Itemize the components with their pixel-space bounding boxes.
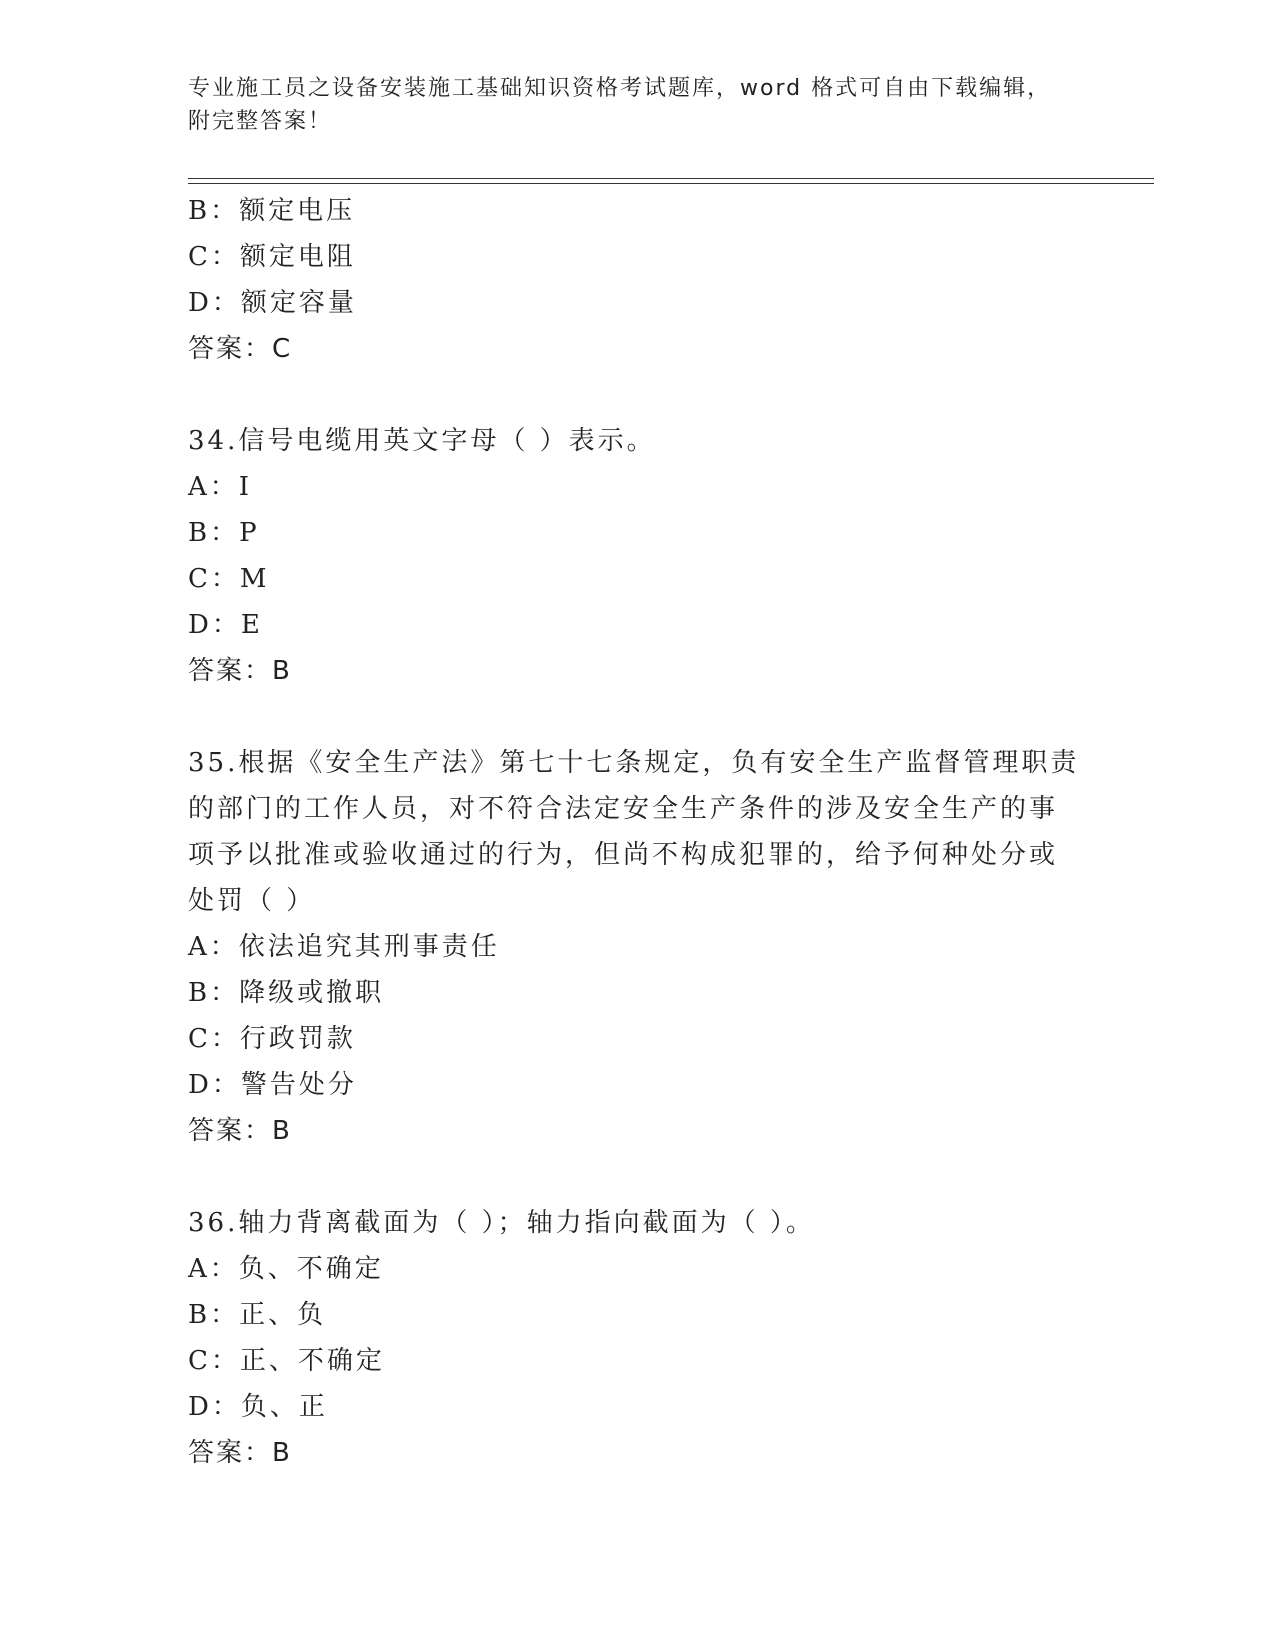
option-d: D：负、正 <box>188 1392 328 1422</box>
question-block <box>188 418 1088 694</box>
option-c: C：额定电阻 <box>188 242 356 272</box>
option-a: A：I <box>188 472 253 502</box>
header-divider-top <box>188 178 1154 179</box>
document-header <box>188 72 1088 138</box>
question-block <box>188 1200 1088 1476</box>
answer-line: 答案：B <box>188 1116 292 1146</box>
question-stem: 36.轴力背离截面为（ ）；轴力指向截面为（ ）。 <box>188 1208 815 1238</box>
spacer <box>188 372 1088 418</box>
question-stem-line: 项予以批准或验收通过的行为，但尚不构成犯罪的，给予何种处分或 <box>188 840 1059 870</box>
question-stem-line: 的部门的工作人员，对不符合法定安全生产条件的涉及安全生产的事 <box>188 794 1059 824</box>
option-b: B：额定电压 <box>188 196 356 226</box>
answer-line: 答案：B <box>188 1438 292 1468</box>
answer-line: 答案：C <box>188 334 293 364</box>
option-c: C：行政罚款 <box>188 1024 356 1054</box>
question-stem: 34.信号电缆用英文字母（ ）表示。 <box>188 426 656 456</box>
option-d: D：E <box>188 610 263 640</box>
header-divider-bottom <box>188 183 1154 184</box>
header-line-2: 附完整答案！ <box>188 109 333 134</box>
header-line-1: 专业施工员之设备安装施工基础知识资格考试题库，word 格式可自由下载编辑， <box>188 76 1052 101</box>
option-d: D：警告处分 <box>188 1070 357 1100</box>
question-block <box>188 740 1088 1154</box>
question-block <box>188 188 1088 372</box>
option-c: C：正、不确定 <box>188 1346 385 1376</box>
option-d: D：额定容量 <box>188 288 357 318</box>
option-a: A：负、不确定 <box>188 1254 384 1284</box>
answer-line: 答案：B <box>188 656 292 686</box>
option-b: B：P <box>188 518 260 548</box>
option-b: B：降级或撤职 <box>188 978 385 1008</box>
question-stem-line: 处罚（ ） <box>188 886 316 916</box>
option-c: C：M <box>188 564 270 594</box>
spacer <box>188 694 1088 740</box>
option-b: B：正、负 <box>188 1300 327 1330</box>
spacer <box>188 1154 1088 1200</box>
question-stem-line: 35.根据《安全生产法》第七十七条规定，负有安全生产监督管理职责 <box>188 748 1080 778</box>
question-list <box>188 188 1088 1476</box>
option-a: A：依法追究其刑事责任 <box>188 932 500 962</box>
